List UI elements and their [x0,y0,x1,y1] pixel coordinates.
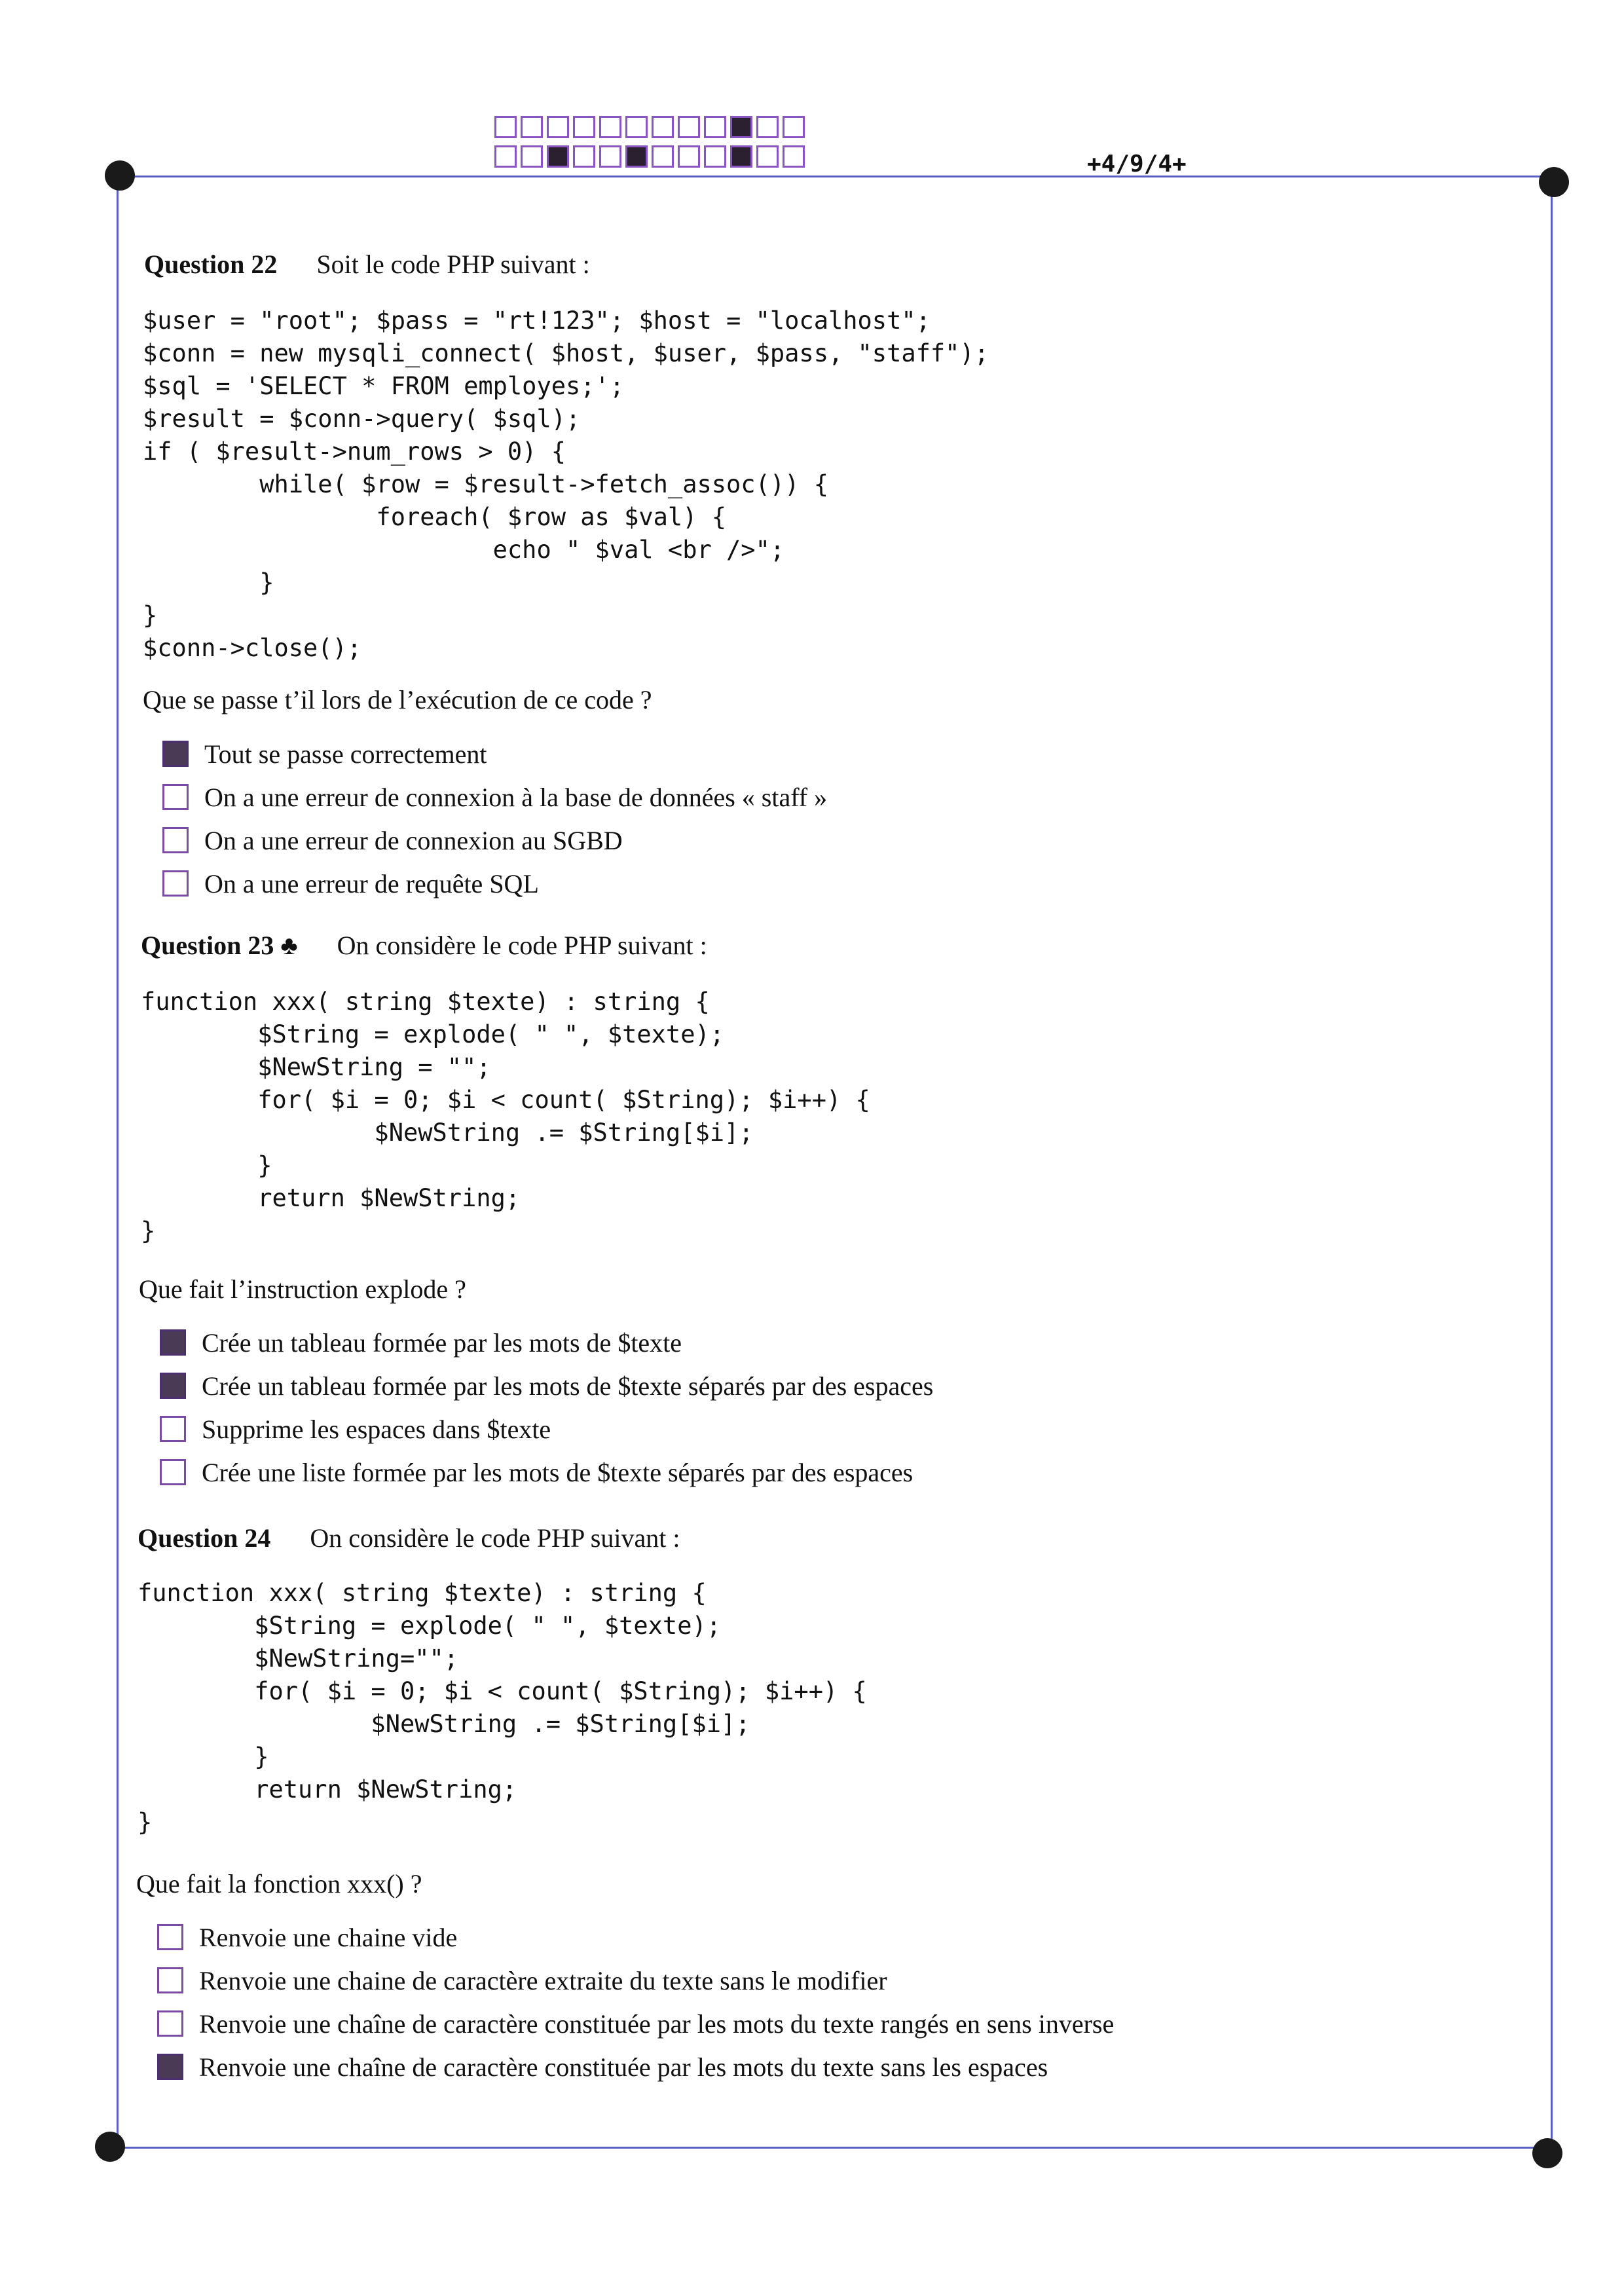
question-23-heading [141,930,707,961]
answer-label: Crée un tableau formée par les mots de $texte [202,1327,682,1358]
answer-option[interactable] [160,1407,933,1451]
id-code-cell [756,145,779,168]
answer-label: Renvoie une chaine de caractère extraite du texte sans le modifier [199,1965,887,1995]
question-24-answers [157,1916,1114,2088]
question-24-heading [138,1523,680,1553]
question-23-prompt: Que fait l’instruction explode ? [139,1274,466,1304]
answer-option[interactable] [160,1364,933,1407]
question-intro: On considère le code PHP suivant : [337,931,707,960]
answer-checkbox[interactable] [162,827,189,853]
answer-option[interactable] [162,862,827,905]
answer-checkbox[interactable] [160,1329,186,1356]
frame-bottom-line [110,2147,1551,2149]
answer-label: On a une erreur de connexion à la base de données « staff » [204,782,828,812]
question-intro: Soit le code PHP suivant : [316,250,590,279]
answer-option[interactable] [162,775,827,819]
answer-checkbox[interactable] [162,741,189,767]
id-code-cell [573,145,595,168]
answer-checkbox[interactable] [157,1924,183,1950]
answer-checkbox[interactable] [157,2010,183,2037]
answer-label: Tout se passe correctement [204,739,487,769]
answer-option[interactable] [157,2045,1114,2088]
id-code-cell [783,145,805,168]
answer-checkbox[interactable] [157,1967,183,1993]
frame-left-line [117,176,119,2148]
id-code-cell [730,116,752,138]
answer-checkbox[interactable] [160,1373,186,1399]
answer-option[interactable] [162,819,827,862]
corner-marker-top-right [1539,167,1569,197]
id-code-cell [494,145,517,168]
answer-label: Renvoie une chaîne de caractère constituée par les mots du texte rangés en sens inverse [199,2009,1115,2039]
question-label: Question 23 ♣ [141,931,298,960]
answer-option[interactable] [157,1916,1114,1959]
answer-label: Renvoie une chaîne de caractère constituée par les mots du texte sans les espaces [199,2052,1048,2082]
id-code-cell [730,145,752,168]
answer-option[interactable] [162,732,827,775]
id-code-cell [521,116,543,138]
question-22-heading [144,249,590,280]
page-id: +4/9/4+ [1087,151,1187,177]
answer-label: On a une erreur de requête SQL [204,868,539,898]
corner-marker-bottom-left [95,2132,125,2162]
id-code-cell [599,116,621,138]
question-intro: On considère le code PHP suivant : [310,1523,680,1553]
answer-checkbox[interactable] [157,2054,183,2080]
answer-checkbox[interactable] [162,784,189,810]
answer-label: Supprime les espaces dans $texte [202,1414,551,1444]
id-code-cell [573,116,595,138]
id-code-cell [547,145,569,168]
id-code-row-1 [494,116,809,138]
id-code-cell [625,116,648,138]
question-24-code: function xxx( string $texte) : string { $String = explode( " ", $texte); $NewString=""; for( $i = 0; $i < count( $String); $i++) { $NewString .= $String[$i]; } return $NewString; } [138,1579,867,1836]
answer-label: Crée un tableau formée par les mots de $texte séparés par des espaces [202,1371,934,1401]
id-code-cell [704,145,726,168]
question-label: Question 22 [144,250,278,279]
answer-option[interactable] [160,1451,933,1494]
answer-checkbox[interactable] [160,1416,186,1442]
id-code-cell [547,116,569,138]
frame-top-line [120,176,1560,177]
id-code-cell [704,116,726,138]
question-22-code: $user = "root"; $pass = "rt!123"; $host = "localhost"; $conn = new mysqli_connect( $host, $user, $pass, "staff"); $sql = 'SELECT * FROM employes;'; $result = $conn->query( $sql); if ( $result->num_rows > 0) { while( $row = $result->fetch_assoc()) { foreach( $row as $val) { echo " $val <br />"; } } $conn->close(); [143,306,989,662]
answer-option[interactable] [160,1321,933,1364]
question-24-prompt: Que fait la fonction xxx() ? [136,1869,422,1898]
answer-label: On a une erreur de connexion au SGBD [204,825,623,855]
id-code-cell [783,116,805,138]
id-code-cell [652,145,674,168]
answer-checkbox[interactable] [162,870,189,897]
id-code-cell [521,145,543,168]
answer-checkbox[interactable] [160,1459,186,1485]
id-code-cell [599,145,621,168]
answer-option[interactable] [157,2002,1114,2045]
frame-right-line [1551,176,1553,2148]
question-22-prompt: Que se passe t’il lors de l’exécution de ce code ? [143,685,652,714]
question-23-code: function xxx( string $texte) : string { $String = explode( " ", $texte); $NewString = ""; for( $i = 0; $i < count( $String); $i++) { $NewString .= $String[$i]; } return $NewString; } [141,988,870,1245]
id-code-cell [652,116,674,138]
answer-label: Crée une liste formée par les mots de $texte séparés par des espaces [202,1457,913,1487]
corner-marker-bottom-right [1532,2138,1562,2168]
question-23-answers [160,1321,933,1494]
question-label: Question 24 [138,1523,271,1553]
id-code-cell [494,116,517,138]
id-code-cell [625,145,648,168]
id-code-cell [756,116,779,138]
answer-option[interactable] [157,1959,1114,2002]
id-code-cell [678,145,700,168]
id-code-cell [678,116,700,138]
corner-marker-top-left [105,160,135,191]
question-22-answers [162,732,827,905]
answer-label: Renvoie une chaine vide [199,1922,458,1952]
id-code-row-2 [494,145,809,168]
